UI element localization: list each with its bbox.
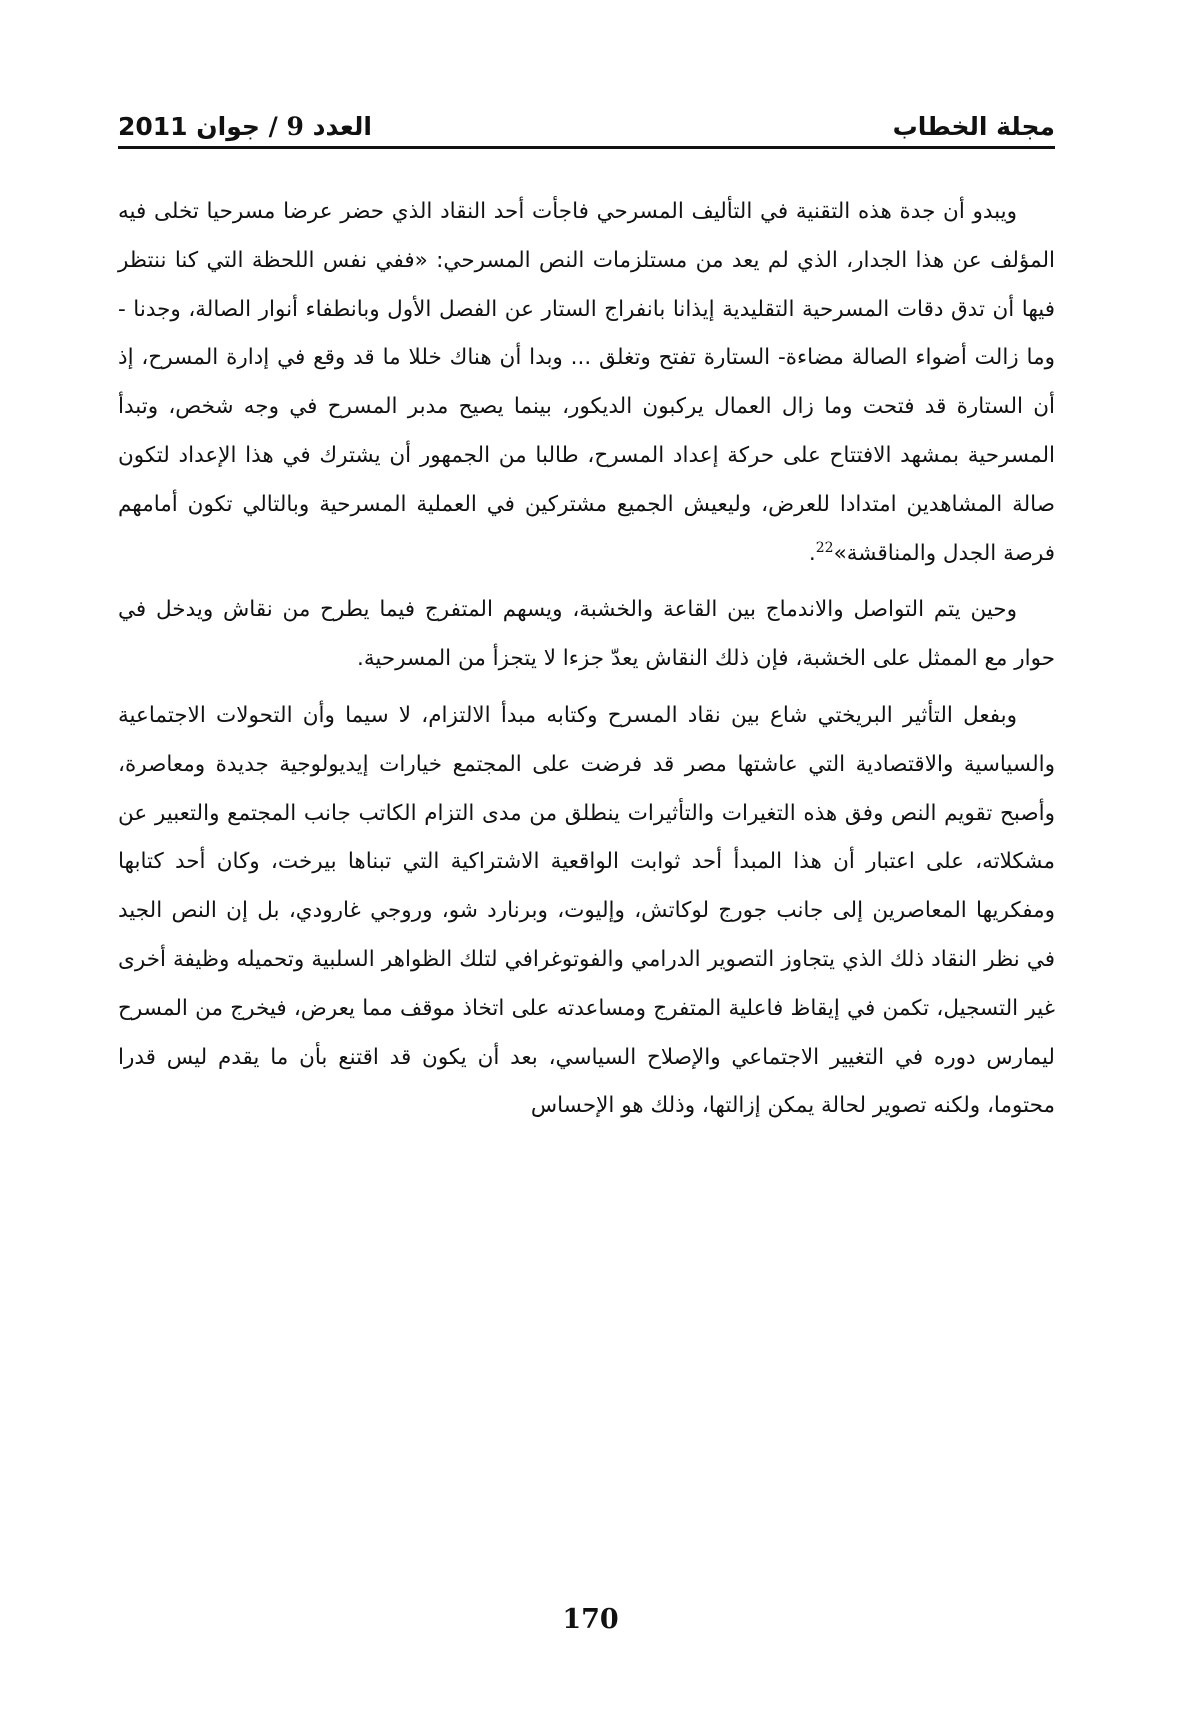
paragraph-1-text: ويبدو أن جدة هذه التقنية في التأليف المسرحي فاجأت أحد النقاد الذي حضر عرضا مسرحيا تخلى فيه المؤلف عن هذا الجدار، الذي لم يعد من مستلزمات النص المسرحي: «ففي نفس اللحظة التي كنا ننتظر فيها أن تدق دقات المسرحية التقليدية إيذانا بانفراج الستار عن الفصل الأول وبانطفاء أنوار الصالة، وجدنا - وما زالت أضواء الصالة مضاءة- الستارة تفتح وتغلق ... وبدا أن هناك خللا ما قد وقع في إدارة المسرح، إذ أن الستارة قد فتحت وما زال العمال يركبون الديكور، بينما يصيح مدبر المسرح في وجه شخص، وتبدأ المسرحية بمشهد الافتتاح على حركة إعداد المسرح، طالبا من الجمهور أن يشترك في هذا الإعداد لتكون صالة المشاهدين امتدادا للعرض، وليعيش الجميع مشتركين في العملية المسرحية وبالتالي تكون أمامهم فرصة الجدل والمناقشة» <box>118 199 1055 566</box>
footnote-marker: 22 <box>815 539 834 556</box>
issue-info <box>118 112 372 141</box>
issue-label: العدد <box>312 112 372 141</box>
issue-date: جوان 2011 <box>118 112 260 141</box>
issue-separator: / <box>268 112 278 141</box>
paragraph-2 <box>118 586 1055 684</box>
paragraph-2-text: وحين يتم التواصل والاندماج بين القاعة والخشبة، ويسهم المتفرج فيما يطرح من نقاش ويدخل في حوار مع الممثل على الخشبة، فإن ذلك النقاش يعدّ جزءا لا يتجزأ من المسرحية. <box>118 597 1055 672</box>
header-divider <box>118 146 1055 149</box>
journal-name: مجلة الخطاب <box>892 112 1055 141</box>
paragraph-1-end: . <box>808 540 816 566</box>
page-number: 170 <box>562 1604 619 1635</box>
paragraph-1 <box>118 188 1055 578</box>
article-body <box>118 188 1055 1131</box>
paragraph-3-text: وبفعل التأثير البريختي شاع بين نقاد المسرح وكتابه مبدأ الالتزام، لا سيما وأن التحولات الاجتماعية والسياسية والاقتصادية التي عاشتها مصر قد فرضت على المجتمع خيارات إيديولوجية جديدة ومعاصرة، وأصبح تقويم النص وفق هذه التغيرات والتأثيرات ينطلق من مدى التزام الكاتب جانب المجتمع والتعبير عن مشكلاته، على اعتبار أن هذا المبدأ أحد ثوابت الواقعية الاشتراكية التي تبناها بيرخت، وكان أحد كتابها ومفكريها المعاصرين إلى جانب جورج لوكاتش، وإليوت، وبرنارد شو، وروجي غارودي، بل إن النص الجيد في نظر النقاد ذلك الذي يتجاوز التصوير الدرامي والفوتوغرافي لتلك الظواهر السلبية وتحميله وظيفة أخرى غير التسجيل، تكمن في إيقاظ فاعلية المتفرج ومساعدته على اتخاذ موقف مما يعرض، فيخرج من المسرح ليمارس دوره في التغيير الاجتماعي والإصلاح السياسي، بعد أن يكون قد اقتنع بأن ما يقدم ليس قدرا محتوما، ولكنه تصوير لحالة يمكن إزالتها، وذلك هو الإحساس <box>118 702 1055 1119</box>
paragraph-3 <box>118 692 1055 1131</box>
issue-number: 9 <box>286 112 304 141</box>
